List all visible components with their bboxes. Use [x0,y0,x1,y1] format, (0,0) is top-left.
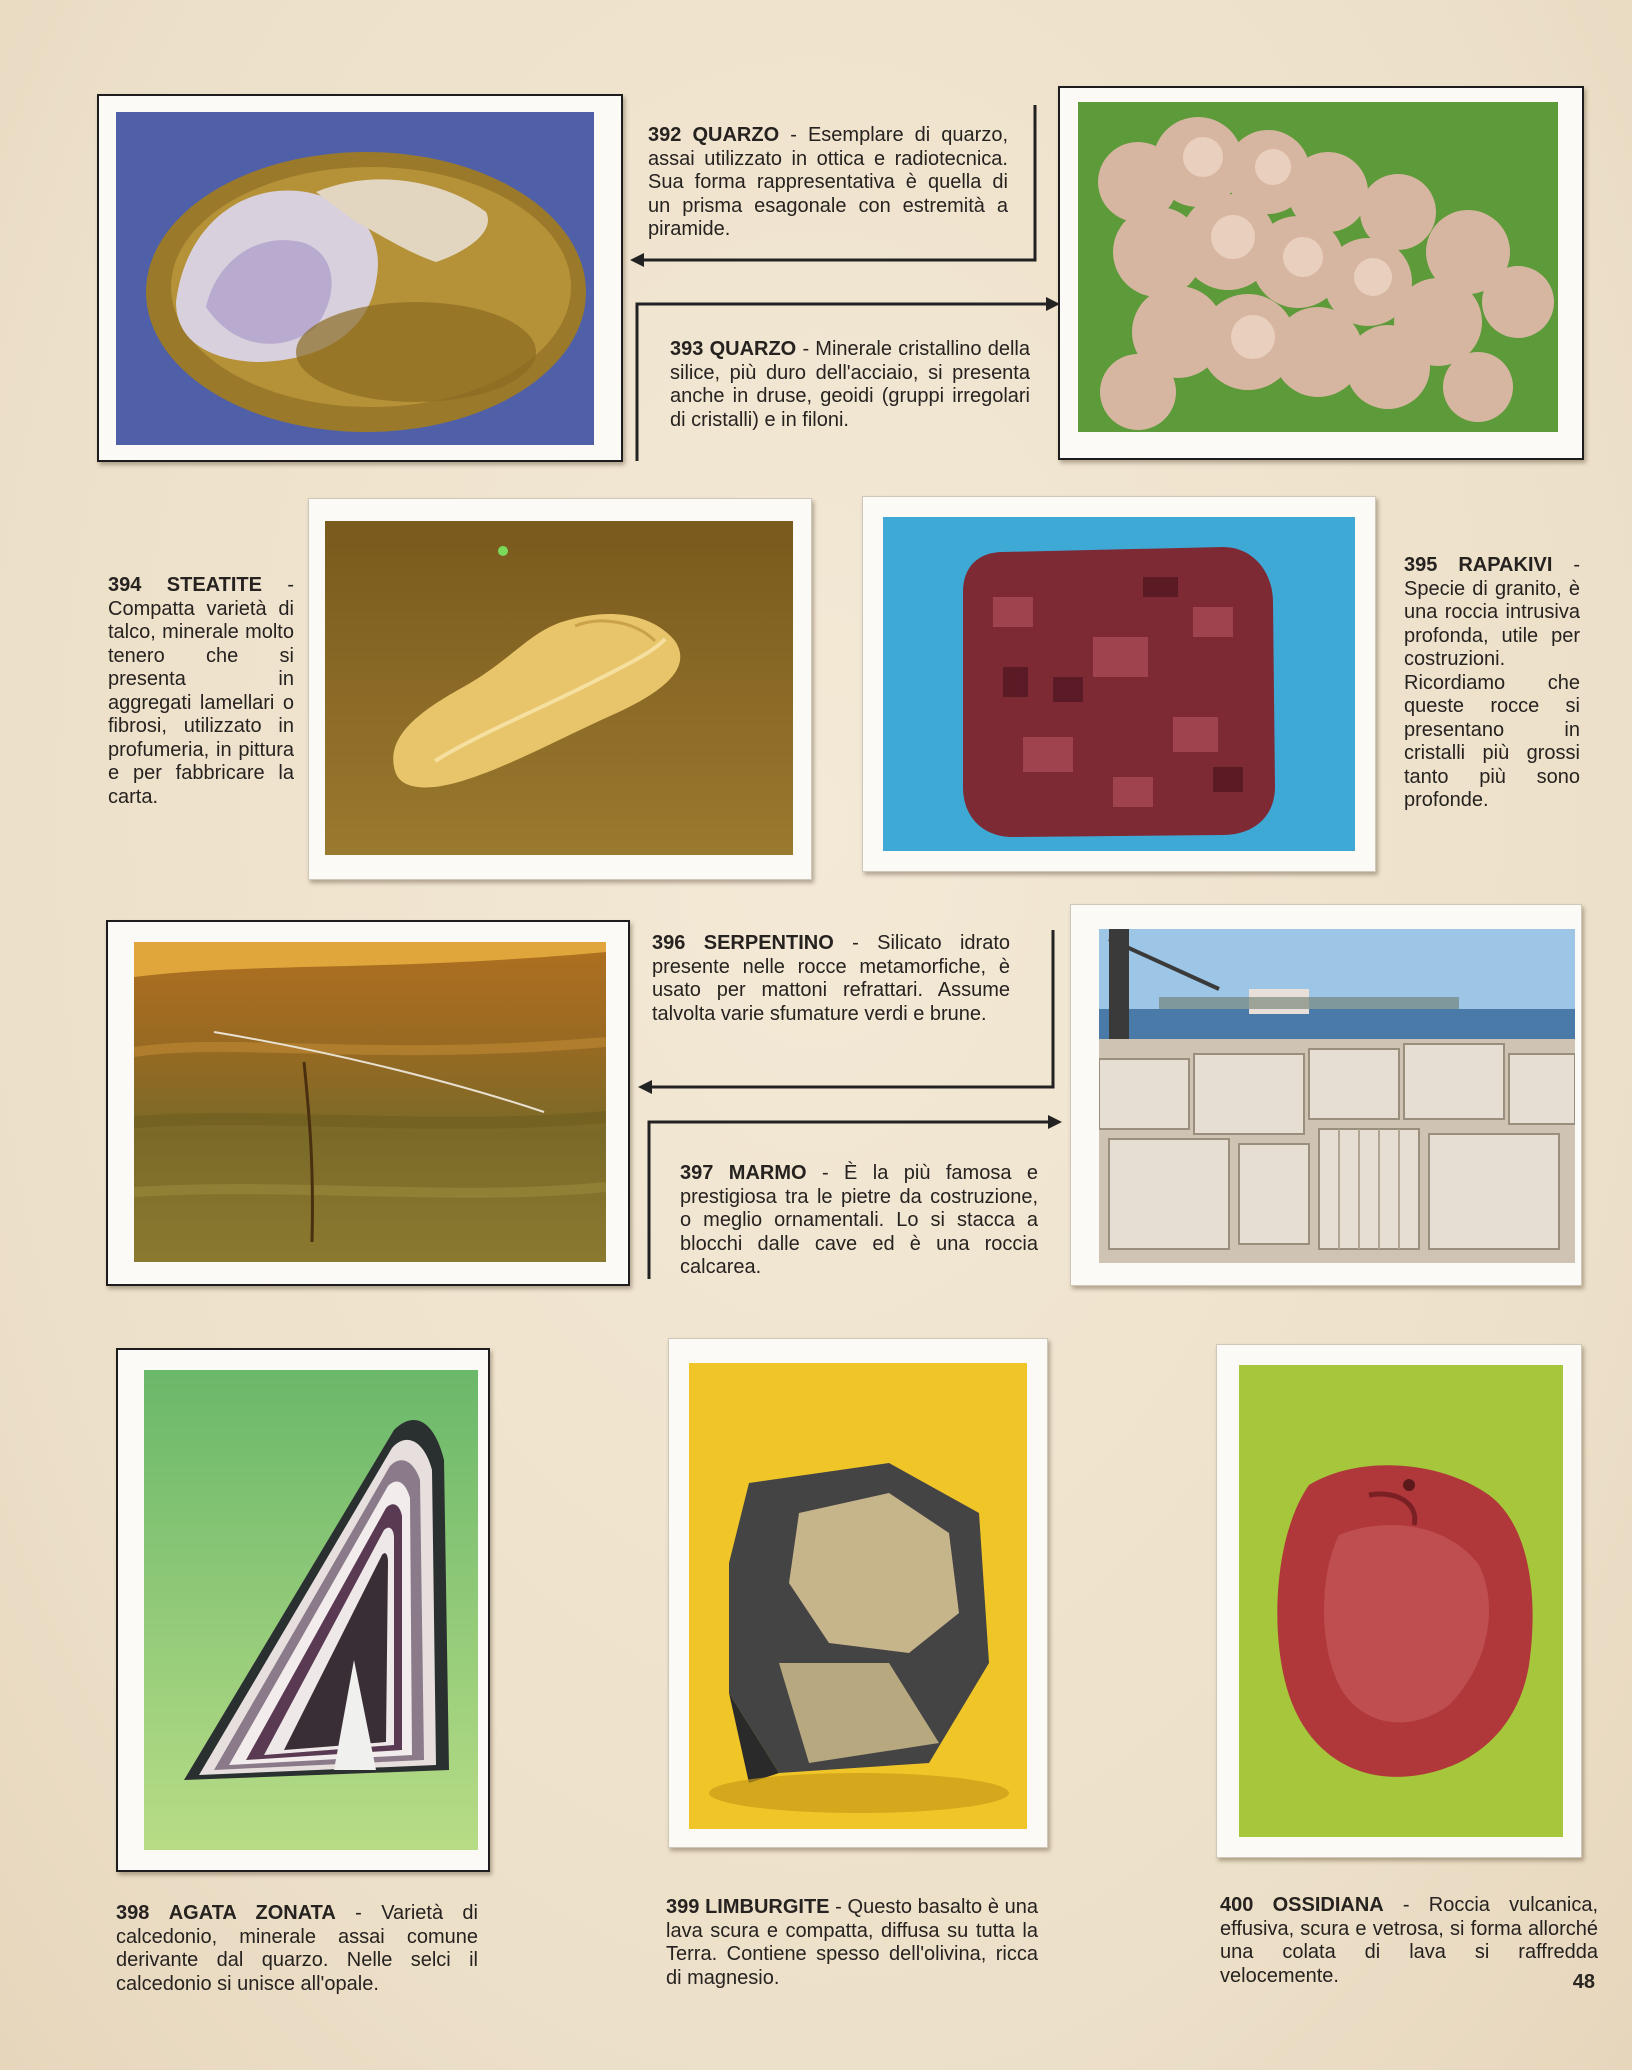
sticker-card-399 [668,1338,1048,1848]
entry-396-text: Silicato idrato presente nelle rocce metamorfiche, è usato per mattoni refrattari. Assume talvolta varie sfumature verdi e brune. [652,932,1010,1025]
sticker-card-397 [1070,904,1582,1286]
quartz-druse-photo [1078,102,1558,432]
connector-arrow-392 [630,100,1050,270]
entry-394-text: Compatta varietà di talco, minerale molto tenero che si presenta in aggregati lamellari o fibrosi, utilizzato in profumeria, in pittura e per fabbricare la carta. [108,597,294,808]
entry-399-caption: 399 LIMBURGITE - Questo basalto è una lava scura e compatta, diffusa su tutta la Terra. Contiene spesso dell'olivina, ricca di magnesio. [666,1896,1039,1989]
sticker-card-394 [308,498,812,880]
entry-396-caption: 396 SERPENTINO - Silicato idrato presente nelle rocce metamorfiche, è usato per mattoni refrattari. Assume talvolta varie sfumature verdi e brune. [652,932,1010,1025]
entry-393-caption: 393 QUARZO - Minerale cristallino della silice, più duro dell'acciaio, si presenta anche in druse, geoidi (gruppi irregolari di cristalli) e in filoni. [670,338,1030,431]
entry-398-text: Varietà di calcedonio, minerale assai comune derivante dal quarzo. Nelle selci il calcedonio si unisce all'opale. [116,1902,478,1995]
sticker-card-395 [862,496,1376,872]
sticker-card-400 [1216,1344,1582,1858]
entry-398-name: AGATA ZONATA [168,1902,336,1924]
entry-397-number: 397 [680,1162,714,1184]
entry-400-text: Roccia vulcanica, effusiva, scura e vetrosa, si forma allorché una colata di lava si raffredda velocemente. [1220,1894,1599,1987]
entry-395-caption: 395 RAPAKIVI - Specie di granito, è una roccia intrusiva profonda, utile per costruzioni. Ricordiamo che queste rocce si presentano in cristalli più grossi tanto più sono profonde. [1404,554,1580,811]
entry-396-number: 396 [652,932,686,954]
entry-400-name: OSSIDIANA [1272,1894,1384,1916]
marble-quarry-photo [1099,929,1575,1263]
page-number: 48 [1572,1971,1595,1993]
sticker-card-396 [106,920,630,1286]
sticker-card-398 [116,1348,490,1872]
entry-399-name: LIMBURGITE [705,1896,830,1918]
entry-399-text: Questo basalto è una lava scura e compatta, diffusa su tutta la Terra. Contiene spesso dell'olivina, ricca di magnesio. [666,1896,1039,1989]
entry-399-number: 399 [666,1896,700,1918]
entry-394-name: STEATITE [166,574,262,596]
ossidiana-photo [1239,1365,1563,1837]
entry-397-text: È la più famosa e prestigiosa tra le pietre da costruzione, o meglio ornamentali. Lo si stacca a blocchi dalle cave ed è una roccia calcarea. [680,1162,1038,1278]
entry-394-number: 394 [108,574,142,596]
entry-397-caption: 397 MARMO - È la più famosa e prestigiosa tra le pietre da costruzione, o meglio ornamentali. Lo si stacca a blocchi dalle cave ed è una roccia calcarea. [680,1162,1038,1278]
entry-398-number: 398 [116,1902,150,1924]
entry-397-name: MARMO [728,1162,807,1184]
steatite-photo [325,521,793,855]
agata-zonata-photo [144,1370,478,1850]
entry-394-caption: 394 STEATITE - Compatta varietà di talco, minerale molto tenero che si presenta in aggregati lamellari o fibrosi, utilizzato in profumeria, in pittura e per fabbricare la carta. [108,574,294,808]
rapakivi-photo [883,517,1355,851]
quartz-geode-photo [116,112,594,445]
entry-395-text: Specie di granito, è una roccia intrusiva profonda, utile per costruzioni. Ricordiamo che queste rocce si presentano in cristalli più grossi tanto più sono profonde. [1404,577,1580,811]
entry-395-name: RAPAKIVI [1458,554,1553,576]
entry-393-text: Minerale cristallino della silice, più duro dell'acciaio, si presenta anche in druse, geoidi (gruppi irregolari di cristalli) e in filoni. [670,338,1030,431]
connector-arrow-396 [638,925,1068,1100]
entry-400-number: 400 [1220,1894,1254,1916]
entry-400-caption: 400 OSSIDIANA - Roccia vulcanica, effusiva, scura e vetrosa, si forma allorché una colata di lava si raffredda velocemente. [1220,1894,1599,1987]
entry-396-name: SERPENTINO [703,932,834,954]
entry-392-name: QUARZO [692,124,780,146]
sticker-card-392 [97,94,623,462]
entry-392-text: Esemplare di quarzo, assai utilizzato in ottica e radiotecnica. Sua forma rappresentativa è quella di un prisma esagonale con estremità a piramide. [648,124,1009,240]
entry-398-caption: 398 AGATA ZONATA - Varietà di calcedonio, minerale assai comune derivante dal quarzo. Nelle selci il calcedonio si unisce all'opale. [116,1902,478,1995]
limburgite-photo [689,1363,1027,1829]
serpentino-photo [134,942,606,1262]
entry-392-caption: 392 QUARZO - Esemplare di quarzo, assai utilizzato in ottica e radiotecnica. Sua forma rappresentativa è quella di un prisma esagonale con estremità a piramide. [648,124,1009,240]
entry-392-number: 392 [648,124,682,146]
sticker-card-393 [1058,86,1584,460]
entry-395-number: 395 [1404,554,1438,576]
entry-393-name: QUARZO [709,338,797,360]
entry-393-number: 393 [670,338,704,360]
